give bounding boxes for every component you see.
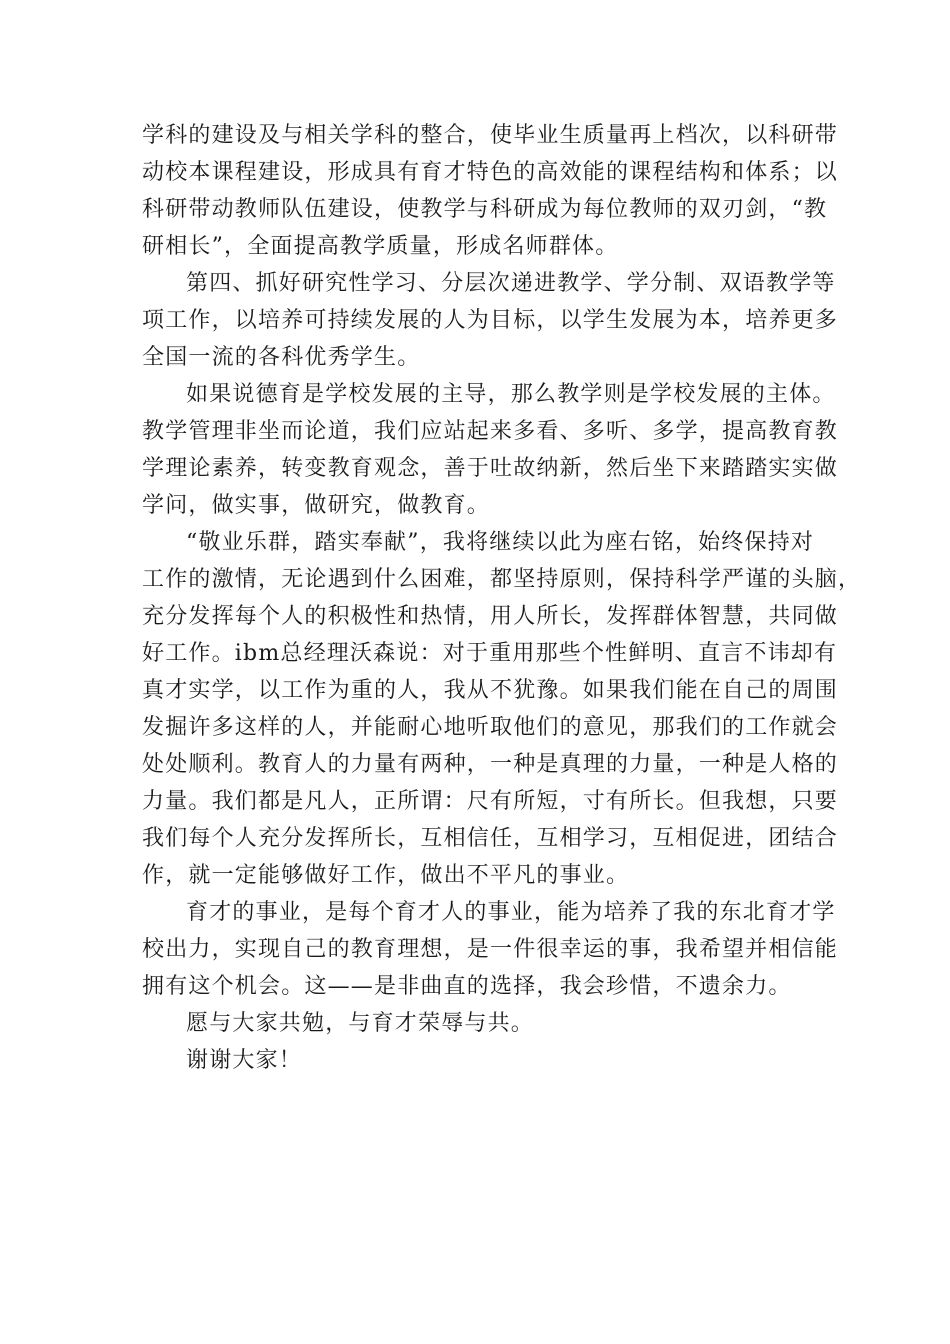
text-line: 真才实学，以工作为重的人，我从不犹豫。如果我们能在自己的周围 — [142, 678, 839, 703]
text-line: 研相长”，全面提高教学质量，形成名师群体。 — [142, 234, 619, 259]
text-line: 处处顺利。教育人的力量有两种，一种是真理的力量，一种是人格的 — [142, 752, 839, 777]
text-line: 学科的建设及与相关学科的整合，使毕业生质量再上档次，以科研带 — [142, 123, 839, 148]
text-line: 学理论素养，转变教育观念，善于吐故纳新，然后坐下来踏踏实实做 — [142, 456, 839, 481]
text-line: 全国一流的各科优秀学生。 — [142, 345, 421, 370]
text-line: 项工作，以培养可持续发展的人为目标，以学生发展为本，培养更多 — [142, 308, 839, 333]
paragraph-first-line: 育才的事业，是每个育才人的事业，能为培养了我的东北育才学 — [186, 900, 836, 925]
paragraph-first-line: 愿与大家共勉，与育才荣辱与共。 — [186, 1011, 535, 1036]
text-line: 力量。我们都是凡人，正所谓：尺有所短，寸有所长。但我想，只要 — [142, 789, 839, 814]
text-line: 动校本课程建设，形成具有育才特色的高效能的课程结构和体系；以 — [142, 160, 839, 185]
text-line: 校出力，实现自己的教育理想，是一件很幸运的事，我希望并相信能 — [142, 937, 839, 962]
paragraph-first-line: 第四、抓好研究性学习、分层次递进教学、学分制、双语教学等 — [186, 271, 836, 296]
text-line: 工作的激情，无论遇到什么困难，都坚持原则，保持科学严谨的头脑， — [142, 567, 862, 592]
text-line: 充分发挥每个人的积极性和热情，用人所长，发挥群体智慧，共同做 — [142, 604, 839, 629]
text-line: 教学管理非坐而论道，我们应站起来多看、多听、多学，提高教育教 — [142, 419, 839, 444]
text-line: 科研带动教师队伍建设，使教学与科研成为每位教师的双刃剑，“教 — [142, 197, 828, 222]
text-line: 学问，做实事，做研究，做教育。 — [142, 493, 491, 518]
text-line: 我们每个人充分发挥所长，互相信任，互相学习，互相促进，团结合 — [142, 826, 839, 851]
paragraph-first-line: “敬业乐群，踏实奉献”，我将继续以此为座右铭，始终保持对 — [186, 530, 815, 555]
closing-line: 谢谢大家！ — [186, 1048, 303, 1073]
text-line: 发掘许多这样的人，并能耐心地听取他们的意见，那我们的工作就会 — [142, 715, 839, 740]
paragraph-first-line: 如果说德育是学校发展的主导，那么教学则是学校发展的主体。 — [186, 382, 836, 407]
text-line: 拥有这个机会。这——是非曲直的选择，我会珍惜，不遗余力。 — [142, 974, 792, 999]
text-line: 好工作。ibm总经理沃森说：对于重用那些个性鲜明、直言不讳却有 — [142, 641, 838, 666]
text-line: 作，就一定能够做好工作，做出不平凡的事业。 — [142, 863, 630, 888]
